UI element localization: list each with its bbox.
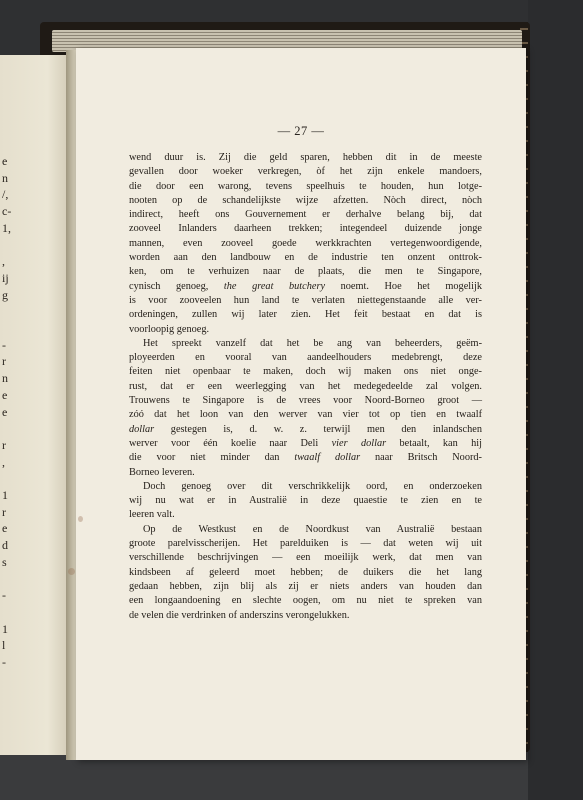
left-page-fragment: n	[2, 170, 8, 185]
text-line: die voor niet minder dan twaalf dollar naar Britsch Noord-	[129, 452, 482, 464]
left-page-fragment: e	[2, 404, 8, 419]
right-page	[76, 48, 526, 760]
stain-mark	[78, 516, 83, 522]
left-page-fragment: s	[2, 554, 7, 569]
left-page-fragment: ,	[2, 454, 5, 469]
text-line: verschillende beschrijvingen — een moeilijk werk, dat men van	[129, 552, 482, 564]
left-page-fragment: e	[2, 521, 8, 536]
text-line: gevallen door woeker verkregen, òf het zijn enkele mandoers,	[129, 166, 482, 178]
text-line: indirect, heeft ons Gouvernement er derhalve belang bij, dat	[129, 209, 482, 221]
text-line: gedaan hebben, zijn blij als zij er niets anders van houden dan	[129, 580, 482, 592]
stain-mark	[68, 568, 75, 575]
left-page-fragment: -	[2, 337, 6, 352]
text-line: feiten niet openbaar te maken, doch wij maken ons niet onge-	[129, 366, 482, 378]
left-page-fragment: -	[2, 655, 6, 669]
text-line: zooveel Inlanders daarheen trekken; integendeel duizende jonge	[129, 223, 482, 235]
text-line: kindsbeen af geleerd moet hebben; de duikers die het lang	[129, 566, 482, 578]
text-line: zóó dat het loon van den werver van vier tot op tien en twaalf	[129, 409, 482, 421]
left-page-fragment: 1,	[2, 220, 11, 235]
left-page-fragment: d	[2, 538, 8, 553]
left-page-fragment: r	[2, 504, 6, 519]
text-line: werver voor één koelie naar Deli vier dollar betaalt, kan hij	[129, 437, 483, 449]
text-line: ordeningen, zullen wij later zien. Het feit bestaat en dat is	[129, 309, 482, 321]
text-line: ployeerden en vooral van aandeelhouders medebrengt, deze	[129, 352, 482, 364]
text-line: wij nu wat er in Australië in deze quaestie te zien en te	[129, 495, 482, 507]
text-line: leeren valt.	[129, 509, 175, 521]
text-line: is voor zooveelen hun land te verlaten niettegenstaande alle ver-	[129, 294, 482, 306]
text-line: ken, om te verhuizen naar de plaats, die men te Singapore,	[129, 266, 482, 278]
background-right	[528, 0, 583, 800]
left-page-fragment: -	[2, 588, 6, 603]
left-page-fragment: r	[2, 437, 6, 452]
left-page-fragment: r	[2, 354, 6, 369]
text-line: worden aan den landbouw en de industrie ten onzent onttrok-	[129, 252, 482, 264]
text-line: groote parelvisscherijen. Het parelduiken is — dat weten wij uit	[129, 538, 482, 550]
body-text	[129, 151, 482, 623]
text-line: Doch genoeg over dit verschrikkelijk oord, en onderzoeken	[143, 480, 482, 492]
text-line: voorloopig genoeg.	[129, 323, 210, 335]
text-line: een longaandoening en slechte oogen, om nu niet te spreken van	[129, 595, 482, 607]
text-line: cynisch genoeg, the great butchery noemt. Hoe het mogelijk	[129, 280, 482, 292]
left-page-fragment: e	[2, 387, 8, 402]
left-page-fragment: g	[2, 287, 8, 302]
left-page-fragment: /,	[2, 187, 9, 202]
text-line: de velen die verdrinken of anderszins verongelukken.	[129, 609, 350, 621]
text-line: mannen, even zooveel goede werkkrachten vertegenwoordigende,	[129, 237, 482, 249]
text-line: Trouwens te Singapore is de vrees voor Noord-Borneo groot —	[129, 395, 482, 407]
text-line: wend duur is. Zij die geld sparen, hebben dit in de meeste	[129, 152, 482, 163]
left-page-fragment: ,	[2, 254, 5, 269]
left-page-fragment: l	[2, 638, 6, 653]
page-number: — 27 —	[277, 124, 325, 138]
left-page-fragment: 1	[2, 488, 8, 502]
left-page-fragment: ij	[2, 270, 9, 285]
text-line: Op de Westkust en de Noordkust van Australië bestaan	[143, 523, 482, 535]
left-page-fragment: c-	[2, 204, 12, 219]
text-line: die door een warong, tevens speelhuis te houden, hun lotge-	[129, 180, 482, 192]
left-page	[0, 55, 68, 755]
left-page-fragment: e	[2, 154, 8, 168]
left-page-fragment: 1	[2, 621, 8, 636]
text-line: nooten op de schandelijkste wijze afzetten. Nòch direct, nòch	[129, 194, 482, 206]
text-line: Het spreekt vanzelf dat het be ang van beheerders, geëm-	[143, 337, 482, 349]
text-line: Borneo leveren.	[129, 466, 195, 478]
text-line: dollar gestegen is, d. w. z. terwijl men den inlandschen	[129, 423, 482, 435]
left-page-fragment: n	[2, 371, 8, 386]
text-line: rust, dat er een weerlegging van het medegedeelde zal volgen.	[129, 380, 482, 392]
